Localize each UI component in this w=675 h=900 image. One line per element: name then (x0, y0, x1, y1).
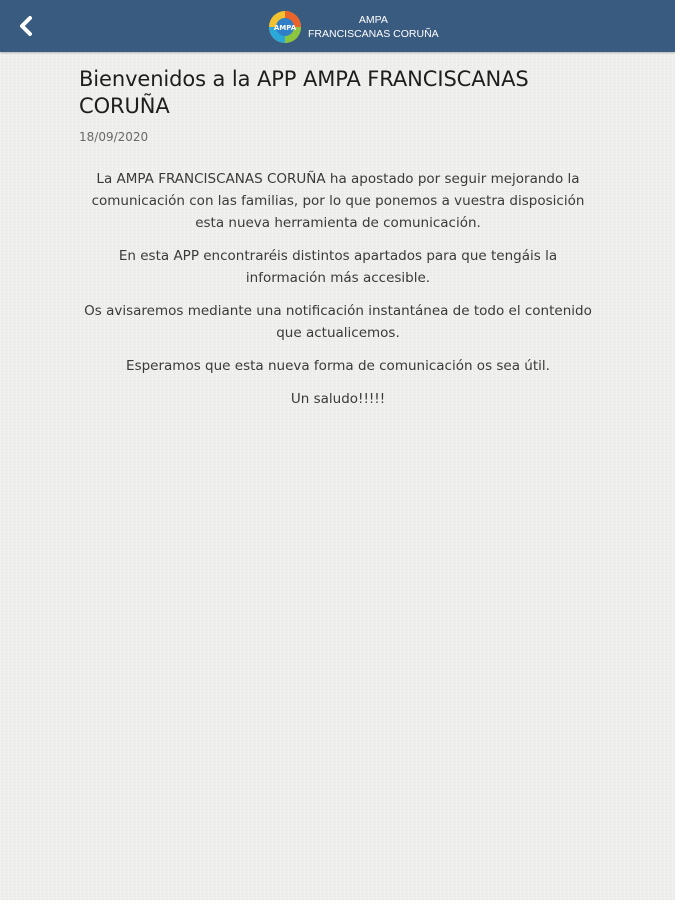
article-paragraph: En esta APP encontraréis distintos apartados para que tengáis la información más accesible. (118, 248, 558, 286)
back-button[interactable] (10, 10, 42, 42)
logo-text: AMPA (273, 24, 297, 32)
header-brand (268, 10, 439, 44)
article-header (79, 66, 599, 144)
article-body (79, 168, 597, 421)
brand-line-2: FRANCISCANAS CORUÑA (308, 28, 439, 40)
brand-line-1: AMPA (358, 14, 388, 26)
chevron-left-icon (17, 15, 35, 37)
article-paragraph: La AMPA FRANCISCANAS CORUÑA ha apostado por seguir mejorando la comunicación con las familias, por lo que ponemos a vuestra disposición esta nueva herramienta de comunicación. (91, 171, 585, 231)
article-paragraph: Un saludo!!!!! (290, 391, 386, 407)
article-paragraph: Esperamos que esta nueva forma de comunicación os sea útil. (126, 358, 550, 374)
article-date: 18/09/2020 (79, 130, 149, 144)
app-header (0, 0, 675, 52)
article-title: Bienvenidos a la APP AMPA FRANCISCANAS CORUÑA (79, 67, 529, 118)
article-paragraph: Os avisaremos mediante una notificación instantánea de todo el contenido que actualicemos. (84, 303, 592, 341)
brand-text (308, 13, 439, 41)
ampa-logo-icon (268, 10, 302, 44)
